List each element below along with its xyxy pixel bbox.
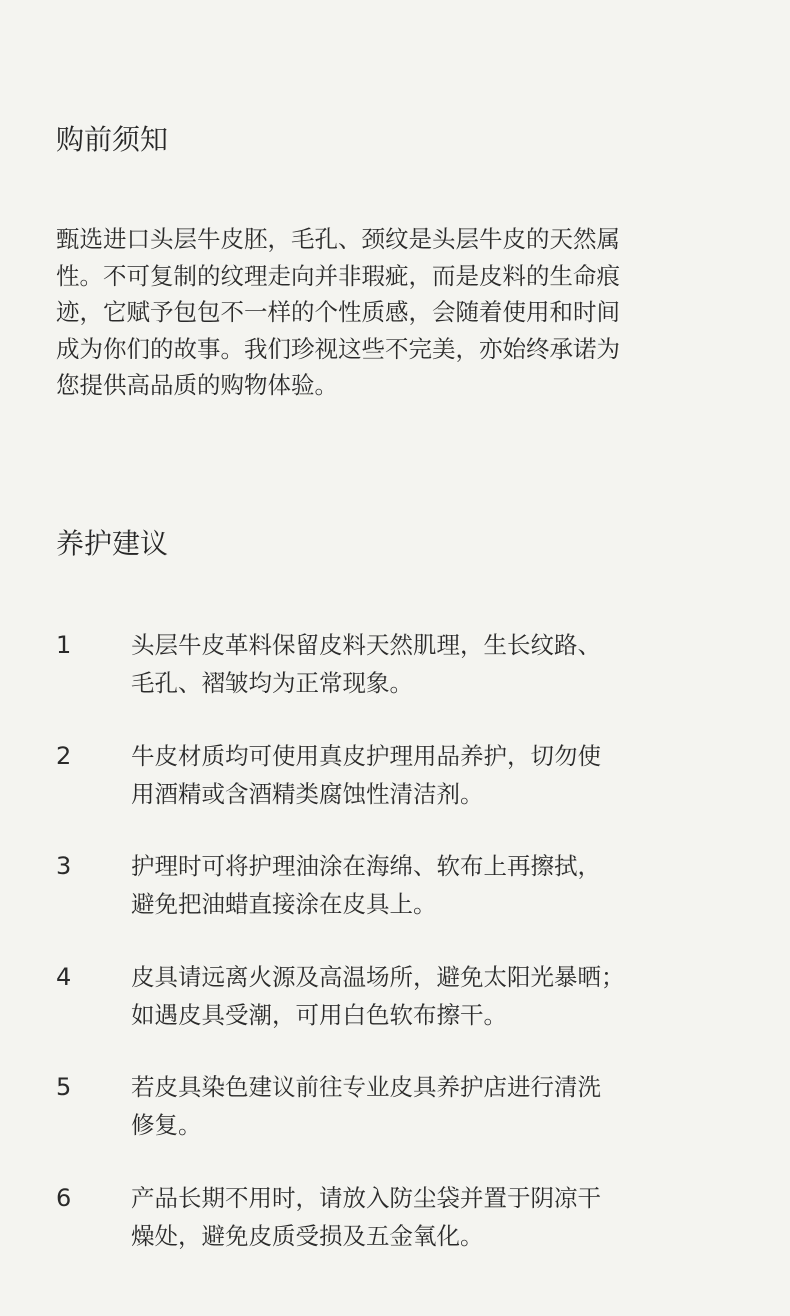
care-item-text xyxy=(131,958,625,1034)
care-item-line: 修复。 xyxy=(131,1111,202,1140)
care-item-line: 避免把油蜡直接涂在皮具上。 xyxy=(131,890,437,919)
care-item-line: 如遇皮具受潮，可用白色软布擦干。 xyxy=(131,1000,507,1029)
care-item-number: 2 xyxy=(56,741,72,770)
care-item-3 xyxy=(56,847,736,958)
care-item-line: 皮具请远离火源及高温场所，避免太阳光暴晒； xyxy=(131,962,625,991)
care-item-number: 6 xyxy=(56,1183,72,1212)
care-advice-heading: 养护建议 xyxy=(56,527,169,560)
care-item-number: 4 xyxy=(56,962,72,991)
care-advice-list xyxy=(56,626,736,1290)
purchase-notice-heading: 购前须知 xyxy=(56,123,169,156)
care-item-text xyxy=(131,1179,601,1255)
care-item-text xyxy=(131,626,601,702)
paragraph-line: 性。不可复制的纹理走向并非瑕疵，而是皮料的生命痕 xyxy=(56,261,620,290)
care-item-line: 牛皮材质均可使用真皮护理用品养护，切勿使 xyxy=(131,741,601,770)
care-item-line: 头层牛皮革料保留皮料天然肌理，生长纹路、 xyxy=(131,631,601,659)
care-item-number: 5 xyxy=(56,1073,72,1102)
care-item-line: 护理时可将护理油涂在海绵、软布上再擦拭， xyxy=(131,852,601,881)
care-item-number: 1 xyxy=(56,631,72,659)
care-item-text xyxy=(131,847,601,923)
care-item-line: 毛孔、褶皱均为正常现象。 xyxy=(131,669,413,697)
paragraph-line: 甄选进口头层牛皮胚，毛孔、颈纹是头层牛皮的天然属 xyxy=(56,225,620,253)
care-item-4 xyxy=(56,958,736,1069)
care-item-number: 3 xyxy=(56,852,72,881)
paragraph-line: 迹，它赋予包包不一样的个性质感，会随着使用和时间 xyxy=(56,298,620,326)
care-item-6 xyxy=(56,1179,736,1290)
care-item-text xyxy=(131,1068,601,1144)
care-item-line: 燥处，避免皮质受损及五金氧化。 xyxy=(131,1221,484,1250)
care-item-2 xyxy=(56,737,736,848)
care-item-line: 产品长期不用时，请放入防尘袋并置于阴凉干 xyxy=(131,1183,601,1212)
care-item-line: 若皮具染色建议前往专业皮具养护店进行清洗 xyxy=(131,1073,601,1102)
care-item-text xyxy=(131,737,601,813)
care-item-5 xyxy=(56,1068,736,1179)
care-item-line: 用酒精或含酒精类腐蚀性清洁剂。 xyxy=(131,779,484,808)
paragraph-line: 成为你们的故事。我们珍视这些不完美，亦始终承诺为 xyxy=(56,334,620,363)
paragraph-line: 您提供高品质的购物体验。 xyxy=(56,371,338,399)
care-item-1 xyxy=(56,626,736,737)
purchase-notice-paragraph xyxy=(56,221,736,404)
